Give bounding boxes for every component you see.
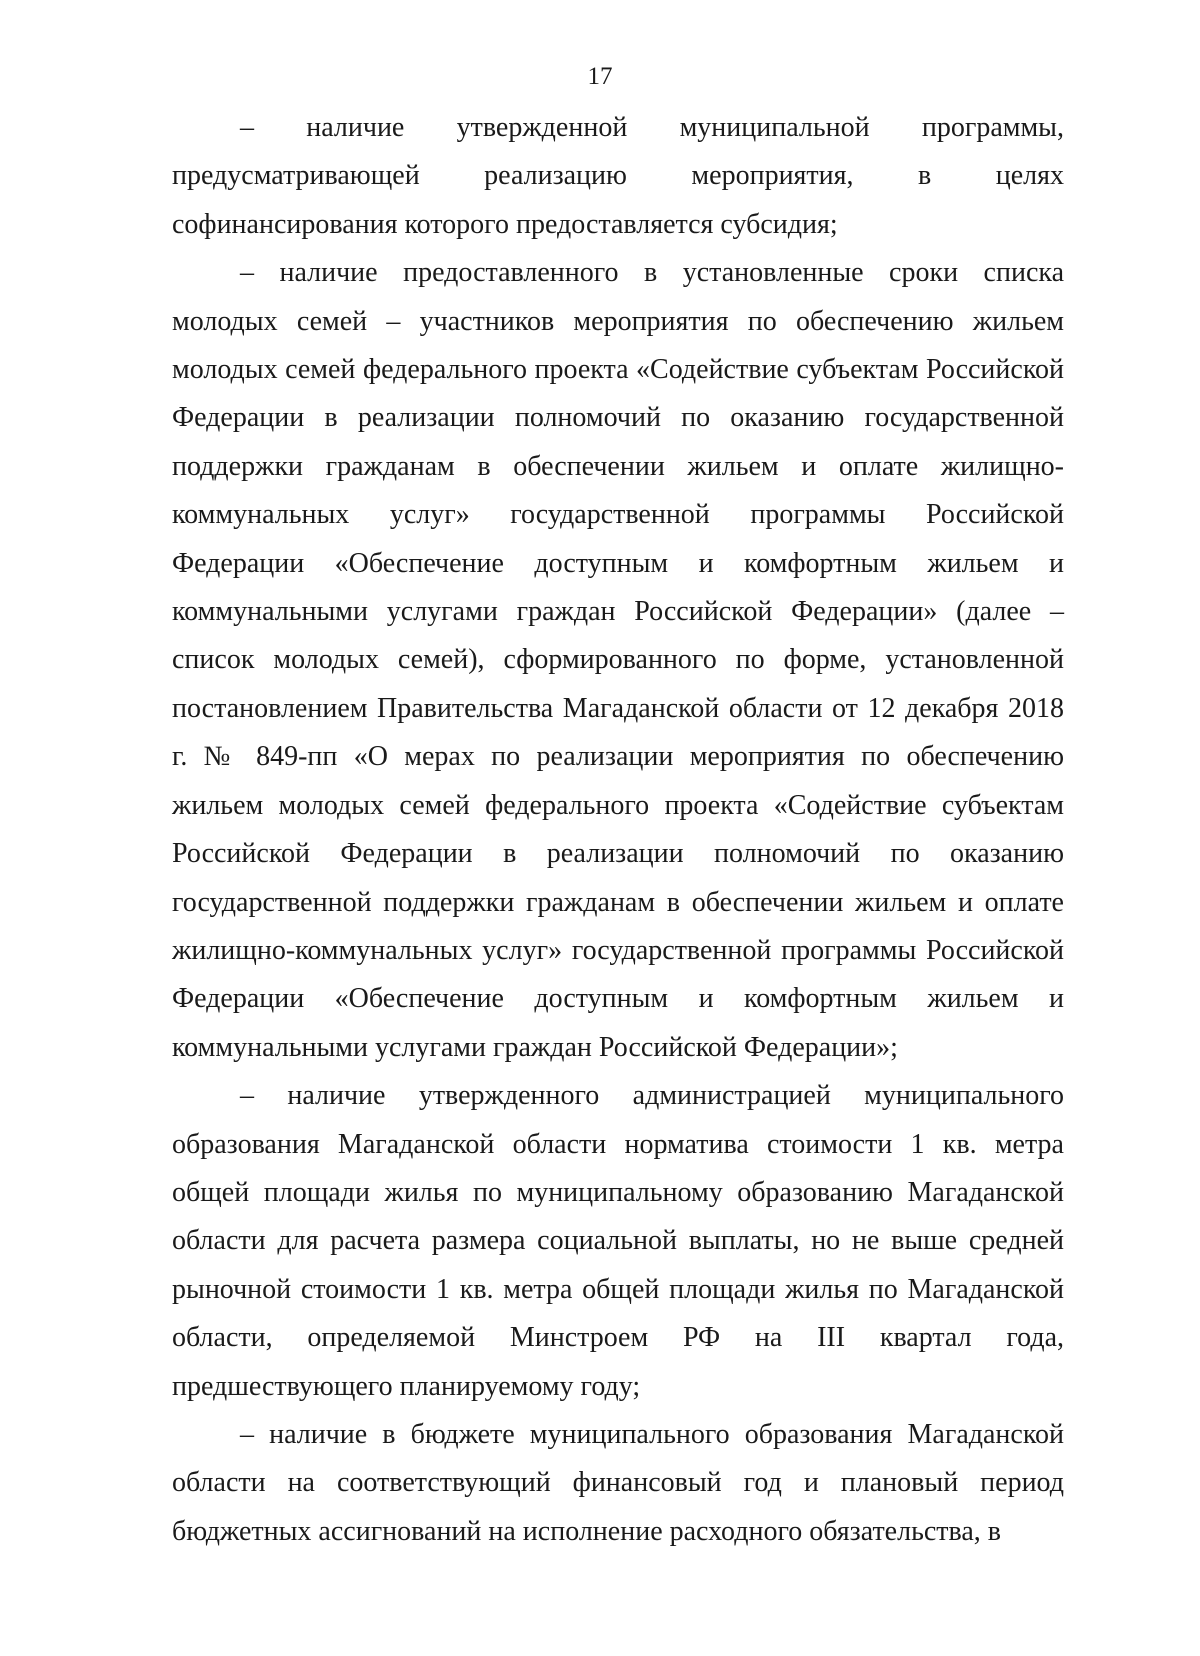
- paragraph-budget-allocations: – наличие в бюджете муниципального образования Магаданской области на соответствующий финансовый год и плановый период бюджетных ассигнований на исполнение расходного обязательства, в: [172, 1418, 1064, 1547]
- paragraph-municipal-program: – наличие утвержденной муниципальной программы, предусматривающей реализацию мероприятия, в целях софинансирования которого предоставляется субсидия;: [172, 112, 1064, 240]
- paragraph-young-families-list: – наличие предоставленного в установленные сроки списка молодых семей – участников мероприятия по обеспечению жильем молодых семей федерального проекта «Содействие субъектам Российской Федерации в реализации полномочий по оказанию государственной поддержки гражданам в обеспечении жильем и оплате жилищно-коммунальных услуг» государственной программы Российской Федерации «Обеспечение доступным и комфортным жильем и коммунальными услугами граждан Российской Федерации» (далее – список молодых семей), сформированного по форме, установленной постановлением Правительства Магаданской области от 12 декабря 2018 г. № 849-пп «О мерах по реализации мероприятия по обеспечению жильем молодых семей федерального проекта «Содействие субъектам Российской Федерации в реализации полномочий по оказанию государственной поддержки гражданам в обеспечении жильем и оплате жилищно-коммунальных услуг» государственной программы Российской Федерации «Обеспечение доступным и комфортным жильем и коммунальными услугами граждан Российской Федерации»;: [172, 257, 1064, 1063]
- document-body: [172, 104, 1064, 1556]
- page-number: 17: [587, 63, 613, 90]
- paragraph-cost-standard: – наличие утвержденного администрацией муниципального образования Магаданской области норматива стоимости 1 кв. метра общей площади жилья по муниципальному образованию Магаданской области для расчета размера социальной выплаты, но не выше средней рыночной стоимости 1 кв. метра общей площади жилья по Магаданской области, определяемой Минстроем РФ на III квартал года, предшествующего планируемому году;: [172, 1080, 1064, 1402]
